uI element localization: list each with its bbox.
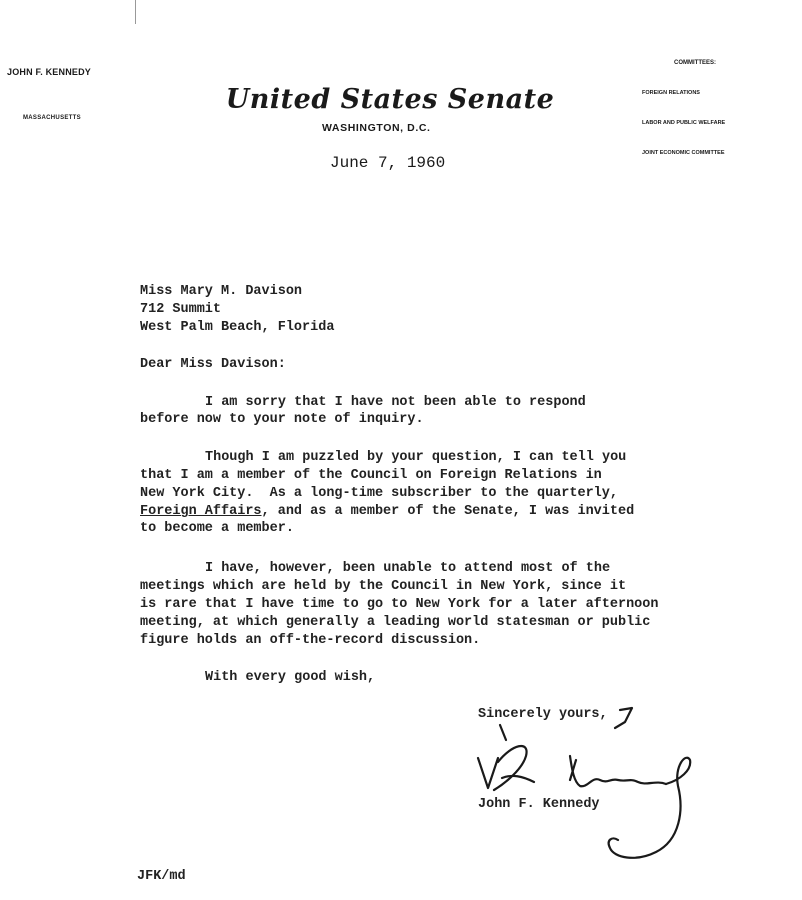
paragraph-2-line: to become a member. <box>140 521 294 536</box>
recipient-city: West Palm Beach, Florida <box>140 320 335 335</box>
letterhead-city: WASHINGTON, D.C. <box>322 122 431 134</box>
letterhead-title: United States Senate <box>225 84 555 115</box>
signer-name: John F. Kennedy <box>478 797 600 812</box>
sender-name: JOHN F. KENNEDY <box>7 67 92 77</box>
publication-title: Foreign Affairs <box>140 504 262 519</box>
paragraph-2-line: New York City. As a long-time subscriber to the quarterly, <box>140 486 618 501</box>
closing-wish: With every good wish, <box>205 670 376 685</box>
paragraph-3-line: meetings which are held by the Council in New York, since it <box>140 579 627 594</box>
salutation: Dear Miss Davison: <box>140 357 286 372</box>
paragraph-2-line: Though I am puzzled by your question, I can tell you <box>205 450 627 465</box>
paragraph-1-line: I am sorry that I have not been able to respond <box>205 395 586 410</box>
paragraph-3-line: meeting, at which generally a leading world statesman or public <box>140 615 651 630</box>
paragraph-1-line: before now to your note of inquiry. <box>140 412 424 427</box>
letter-date: June 7, 1960 <box>330 154 446 172</box>
paper-mark <box>135 0 136 24</box>
paragraph-2-text: , and as a member of the Senate, I was invited <box>261 504 635 519</box>
closing: Sincerely yours, <box>478 707 608 722</box>
paragraph-2-line <box>140 504 634 519</box>
sender-state: MASSACHUSETTS <box>23 115 81 121</box>
signature-image <box>460 700 710 870</box>
committee-item: JOINT ECONOMIC COMMITTEE <box>642 150 725 156</box>
committees-title: COMMITTEES: <box>674 60 716 66</box>
paragraph-3-line: is rare that I have time to go to New York for a later afternoon <box>140 597 659 612</box>
paragraph-3-line: I have, however, been unable to attend most of the <box>205 561 611 576</box>
paragraph-2-line: that I am a member of the Council on Foreign Relations in <box>140 468 602 483</box>
paragraph-3-line: figure holds an off-the-record discussion. <box>140 633 481 648</box>
committee-item: FOREIGN RELATIONS <box>642 90 700 96</box>
recipient-street: 712 Summit <box>140 302 222 317</box>
reference-initials: JFK/md <box>137 869 186 884</box>
recipient-name: Miss Mary M. Davison <box>140 284 303 299</box>
committee-item: LABOR AND PUBLIC WELFARE <box>642 120 726 126</box>
